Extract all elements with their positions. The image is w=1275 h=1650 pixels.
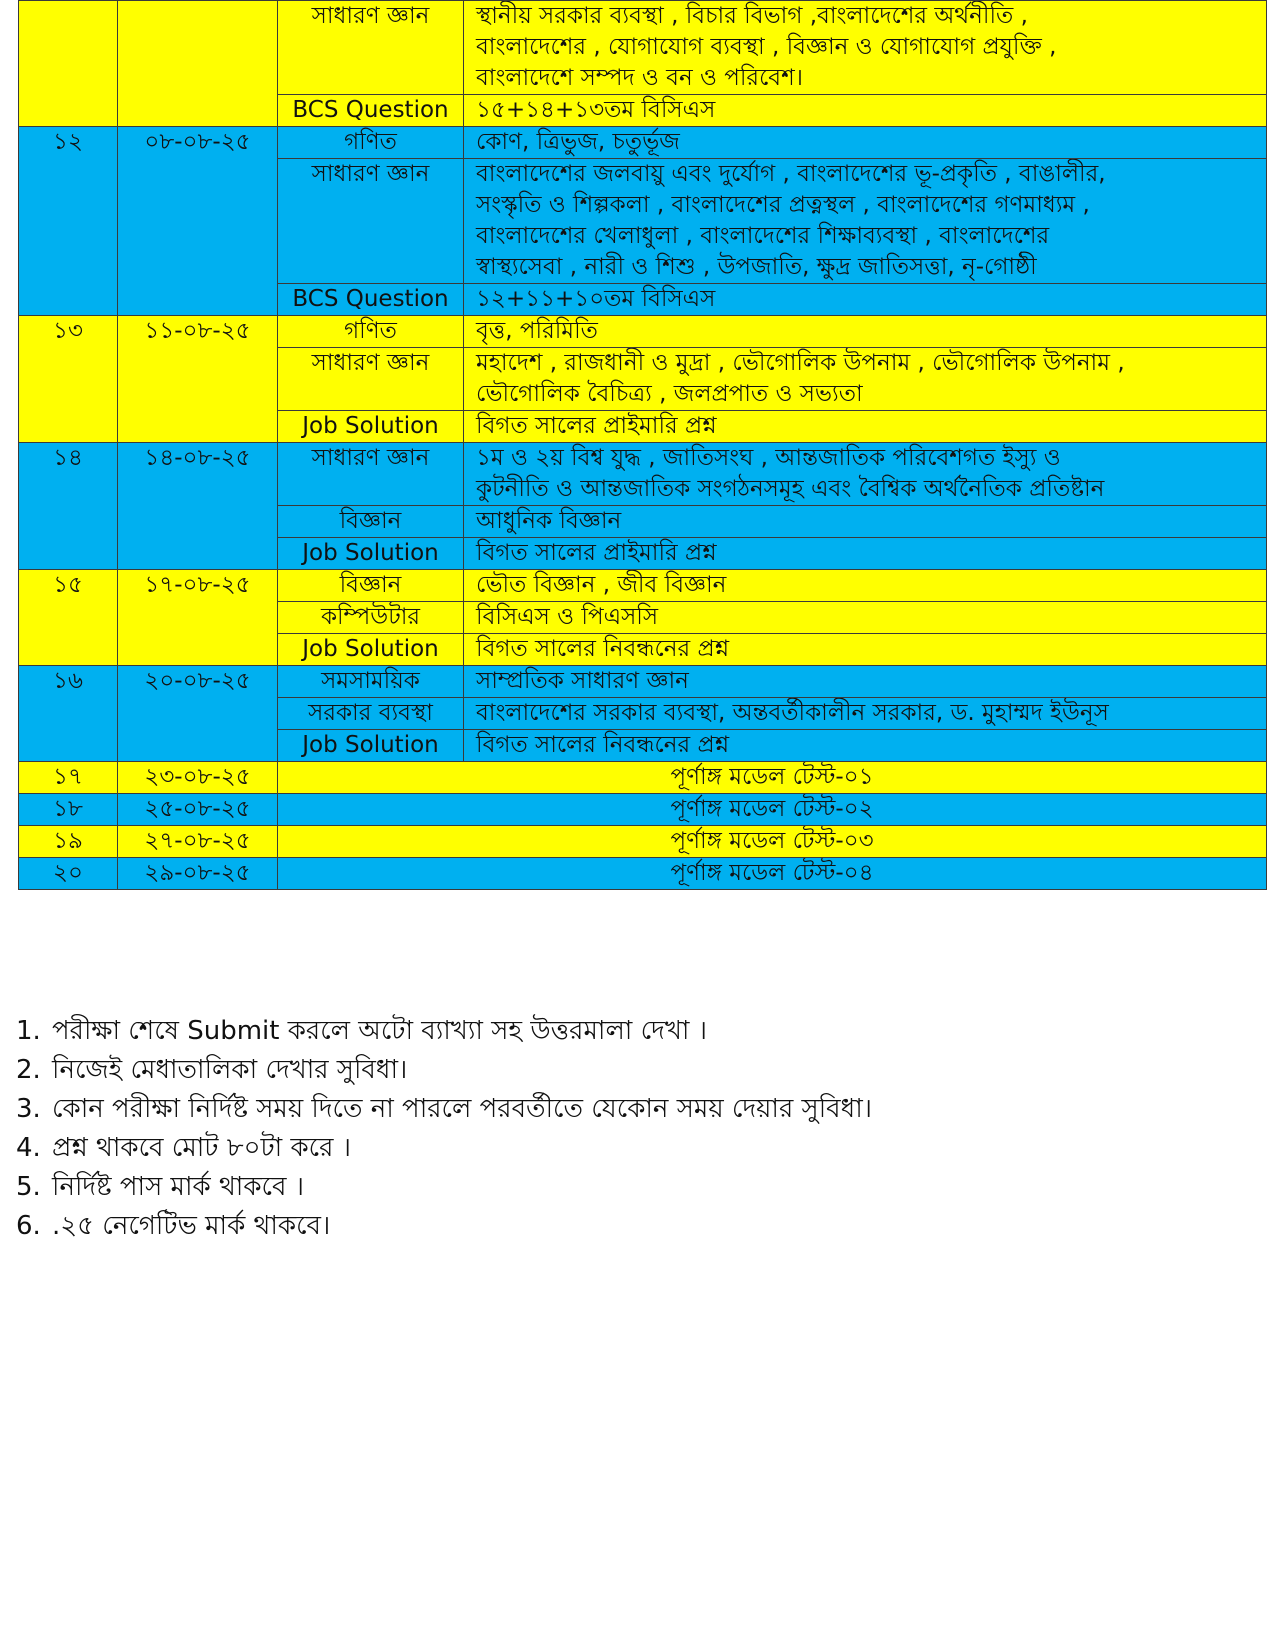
topic-cell	[464, 284, 1267, 316]
model-test-title: পূর্ণাঙ্গ মডেল টেস্ট-০৪	[278, 858, 1267, 890]
topic-line: ভৌগোলিক বৈচিত্র্য , জলপ্রপাত ও সভ্যতা	[476, 381, 863, 407]
topic-line: বিগত সালের প্রাইমারি প্রশ্ন	[476, 540, 717, 566]
features-list	[16, 1012, 872, 1246]
topic-line: কুটনীতি ও আন্তজাতিক সংগঠনসমূহ এবং বৈশ্বিক অর্থনৈতিক প্রতিষ্টান	[476, 476, 1105, 502]
schedule-row	[19, 443, 1267, 506]
model-test-title: পূর্ণাঙ্গ মডেল টেস্ট-০১	[278, 762, 1267, 794]
feature-text: কোন পরীক্ষা নির্দিষ্ট সময় দিতে না পারলে পরবর্তীতে যেকোন সময় দেয়ার সুবিধা।	[52, 1094, 873, 1124]
serial-number: ১৮	[19, 794, 118, 826]
topic-cell	[464, 730, 1267, 762]
serial-number: ১২	[19, 127, 118, 316]
exam-date: ১৭-০৮-২৫	[118, 570, 278, 666]
feature-item	[16, 1207, 872, 1246]
topic-line: ভৌত বিজ্ঞান , জীব বিজ্ঞান	[476, 572, 727, 598]
topic-line: বিগত সালের প্রাইমারি প্রশ্ন	[476, 413, 717, 439]
topic-line: বাংলাদেশের জলবায়ু এবং দুর্যোগ , বাংলাদেশের ভূ-প্রকৃতি , বাঙালীর,	[476, 161, 1106, 187]
subject-cell: Job Solution	[278, 411, 464, 443]
topic-line: সাম্প্রতিক সাধারণ জ্ঞান	[476, 668, 689, 694]
exam-schedule-table	[18, 0, 1267, 890]
schedule-row	[19, 1, 1267, 95]
topic-cell	[464, 95, 1267, 127]
topic-cell	[464, 159, 1267, 284]
model-test-row	[19, 826, 1267, 858]
feature-number: 4.	[16, 1133, 41, 1163]
feature-text: .২৫ নেগেটিভ মার্ক থাকবে।	[52, 1211, 331, 1241]
model-test-row	[19, 858, 1267, 890]
subject-cell: সাধারণ জ্ঞান	[278, 443, 464, 506]
subject-cell: গণিত	[278, 127, 464, 159]
subject-cell: কম্পিউটার	[278, 602, 464, 634]
schedule-row	[19, 316, 1267, 348]
topic-cell	[464, 443, 1267, 506]
topic-line: বৃত্ত, পরিমিতি	[476, 318, 598, 344]
subject-cell: সাধারণ জ্ঞান	[278, 1, 464, 95]
topic-cell	[464, 602, 1267, 634]
feature-item	[16, 1051, 872, 1090]
feature-item	[16, 1168, 872, 1207]
topic-cell	[464, 348, 1267, 411]
topic-line: স্বাস্থ্যসেবা , নারী ও শিশু , উপজাতি, ক্ষুদ্র জাতিসত্তা, নৃ-গোষ্ঠী	[476, 254, 1037, 280]
feature-number: 3.	[16, 1094, 41, 1124]
feature-number: 2.	[16, 1055, 41, 1085]
subject-cell: বিজ্ঞান	[278, 506, 464, 538]
topic-line: বিগত সালের নিবন্ধনের প্রশ্ন	[476, 732, 730, 758]
feature-number: 6.	[16, 1211, 41, 1241]
topic-cell	[464, 698, 1267, 730]
subject-cell: গণিত	[278, 316, 464, 348]
topic-line: বাংলাদেশের সরকার ব্যবস্থা, অন্তবর্তীকালীন সরকার, ড. মুহাম্মদ ইউনূস	[476, 700, 1109, 726]
exam-date: ২০-০৮-২৫	[118, 666, 278, 762]
serial-number	[19, 1, 118, 127]
subject-cell: Job Solution	[278, 730, 464, 762]
serial-number: ২০	[19, 858, 118, 890]
topic-line: আধুনিক বিজ্ঞান	[476, 508, 622, 534]
subject-cell: সাধারণ জ্ঞান	[278, 348, 464, 411]
feature-text: প্রশ্ন থাকবে মোট ৮০টা করে ।	[52, 1133, 351, 1163]
serial-number: ১৩	[19, 316, 118, 443]
subject-cell: বিজ্ঞান	[278, 570, 464, 602]
serial-number: ১৭	[19, 762, 118, 794]
schedule-row	[19, 666, 1267, 698]
subject-cell: সরকার ব্যবস্থা	[278, 698, 464, 730]
feature-item	[16, 1090, 872, 1129]
topic-cell	[464, 127, 1267, 159]
exam-date: ১৪-০৮-২৫	[118, 443, 278, 570]
schedule-row	[19, 570, 1267, 602]
feature-text: নিজেই মেধাতালিকা দেখার সুবিধা।	[52, 1055, 408, 1085]
topic-cell	[464, 506, 1267, 538]
model-test-title: পূর্ণাঙ্গ মডেল টেস্ট-০৩	[278, 826, 1267, 858]
exam-date: ২৭-০৮-২৫	[118, 826, 278, 858]
topic-line: ১৫+১৪+১৩তম বিসিএস	[476, 97, 716, 123]
exam-date: ০৮-০৮-২৫	[118, 127, 278, 316]
feature-item	[16, 1129, 872, 1168]
model-test-row	[19, 762, 1267, 794]
topic-line: মহাদেশ , রাজধানী ও মুদ্রা , ভৌগোলিক উপনাম , ভৌগোলিক উপনাম ,	[476, 350, 1125, 376]
exam-date: ২৯-০৮-২৫	[118, 858, 278, 890]
exam-date	[118, 1, 278, 127]
exam-date: ২৩-০৮-২৫	[118, 762, 278, 794]
feature-item	[16, 1012, 872, 1051]
feature-text: নির্দিষ্ট পাস মার্ক থাকবে ।	[52, 1172, 305, 1202]
topic-line: বিসিএস ও পিএসসি	[476, 604, 659, 630]
subject-cell: BCS Question	[278, 95, 464, 127]
model-test-row	[19, 794, 1267, 826]
topic-line: স্থানীয় সরকার ব্যবস্থা , বিচার বিভাগ ,বাংলাদেশের অর্থনীতি ,	[476, 3, 1028, 29]
topic-cell	[464, 666, 1267, 698]
topic-line: কোণ, ত্রিভুজ, চতুর্ভূজ	[476, 129, 680, 155]
subject-cell: Job Solution	[278, 634, 464, 666]
topic-line: বাংলাদেশের , যোগাযোগ ব্যবস্থা , বিজ্ঞান ও যোগাযোগ প্রযুক্তি ,	[476, 34, 1057, 60]
topic-cell	[464, 538, 1267, 570]
subject-cell: সাধারণ জ্ঞান	[278, 159, 464, 284]
exam-date: ১১-০৮-২৫	[118, 316, 278, 443]
feature-text: পরীক্ষা শেষে Submit করলে অটো ব্যাখ্যা সহ উত্তরমালা দেখা ।	[52, 1016, 708, 1046]
topic-cell	[464, 411, 1267, 443]
model-test-title: পূর্ণাঙ্গ মডেল টেস্ট-০২	[278, 794, 1267, 826]
topic-cell	[464, 316, 1267, 348]
serial-number: ১৯	[19, 826, 118, 858]
serial-number: ১৫	[19, 570, 118, 666]
topic-line: বিগত সালের নিবন্ধনের প্রশ্ন	[476, 636, 730, 662]
subject-cell: Job Solution	[278, 538, 464, 570]
feature-number: 1.	[16, 1016, 41, 1046]
topic-line: সংস্কৃতি ও শিল্পকলা , বাংলাদেশের প্রত্নস্থল , বাংলাদেশের গণমাধ্যম ,	[476, 192, 1090, 218]
topic-line: ১২+১১+১০তম বিসিএস	[476, 286, 716, 312]
topic-cell	[464, 570, 1267, 602]
topic-line: ১ম ও ২য় বিশ্ব যুদ্ধ , জাতিসংঘ , আন্তজাতিক পরিবেশগত ইস্যু ও	[476, 445, 1061, 471]
serial-number: ১৬	[19, 666, 118, 762]
schedule-row	[19, 127, 1267, 159]
subject-cell: সমসাময়িক	[278, 666, 464, 698]
exam-date: ২৫-০৮-২৫	[118, 794, 278, 826]
topic-line: বাংলাদেশের খেলাধুলা , বাংলাদেশের শিক্ষাব্যবস্থা , বাংলাদেশের	[476, 223, 1050, 249]
feature-number: 5.	[16, 1172, 41, 1202]
topic-cell	[464, 1, 1267, 95]
serial-number: ১৪	[19, 443, 118, 570]
schedule-body	[19, 1, 1267, 890]
topic-line: বাংলাদেশে সম্পদ ও বন ও পরিবেশ।	[476, 65, 803, 91]
subject-cell: BCS Question	[278, 284, 464, 316]
topic-cell	[464, 634, 1267, 666]
